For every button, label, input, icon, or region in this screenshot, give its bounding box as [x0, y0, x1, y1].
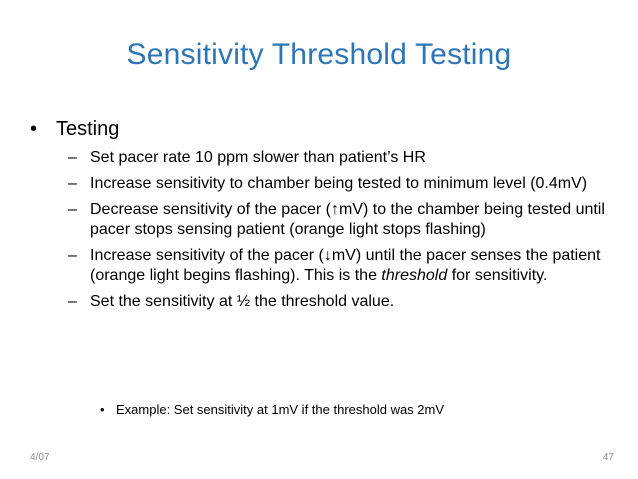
- dash-icon: –: [68, 175, 77, 192]
- list-item: [68, 200, 628, 240]
- list-item-text: Increase sensitivity to chamber being tested to minimum level (0.4mV): [90, 175, 588, 192]
- list-item: [68, 148, 628, 168]
- dash-icon: –: [68, 149, 77, 166]
- page-number: 47: [602, 452, 614, 463]
- example-bullet: [100, 402, 444, 417]
- sub-bullet-list: [68, 148, 628, 318]
- bullet-testing-label: Testing: [56, 118, 120, 140]
- list-item: [68, 174, 628, 194]
- list-item-text: Set pacer rate 10 ppm slower than patient’s HR: [90, 149, 426, 166]
- dash-icon: –: [68, 201, 77, 218]
- dash-icon: –: [68, 247, 77, 264]
- list-item-text: Set the sensitivity at ½ the threshold value.: [90, 293, 395, 310]
- list-item: [68, 246, 628, 286]
- dash-icon: –: [68, 293, 77, 310]
- list-item: [68, 292, 628, 312]
- bullet-dot-icon: •: [30, 118, 38, 140]
- bullet-dot-icon: •: [100, 402, 105, 417]
- list-item-text-post: for sensitivity.: [447, 267, 548, 284]
- threshold-emphasis: threshold: [381, 267, 448, 284]
- bullet-testing: [30, 118, 119, 141]
- footer-date: 4/07: [30, 452, 50, 463]
- list-item-text-pre: Increase sensitivity of the pacer (↓mV) until the pacer senses the patient (orange light begins flashing). This is the: [90, 247, 601, 284]
- list-item-text: Decrease sensitivity of the pacer (↑mV) to the chamber being tested until pacer stops sensing patient (orange light stops flashing): [90, 201, 605, 238]
- slide-title: Sensitivity Threshold Testing: [126, 38, 512, 71]
- example-text: Example: Set sensitivity at 1mV if the threshold was 2mV: [116, 402, 445, 417]
